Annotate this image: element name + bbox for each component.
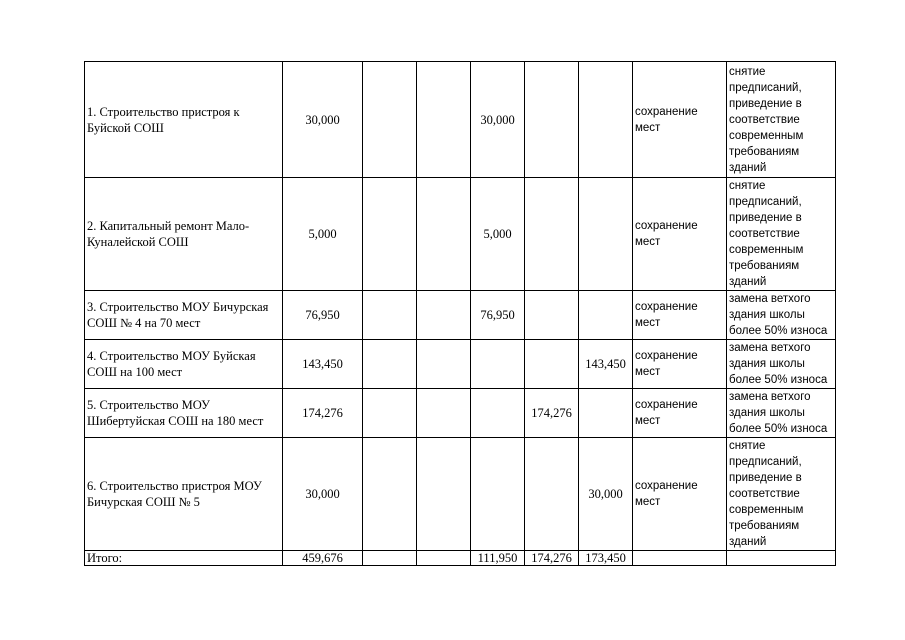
table-row xyxy=(85,438,836,551)
totals-col-2 xyxy=(363,551,417,566)
totals-col-6: 173,450 xyxy=(579,551,633,566)
cost-col-3 xyxy=(417,389,471,438)
cost-col-4: 5,000 xyxy=(471,178,525,291)
cost-col-2 xyxy=(363,62,417,178)
cost-col-4 xyxy=(471,340,525,389)
table-row xyxy=(85,178,836,291)
cost-col-2 xyxy=(363,340,417,389)
total-cost: 30,000 xyxy=(283,438,363,551)
cost-col-4 xyxy=(471,389,525,438)
cost-col-5: 174,276 xyxy=(525,389,579,438)
cost-col-3 xyxy=(417,438,471,551)
cost-col-5 xyxy=(525,178,579,291)
total-cost: 5,000 xyxy=(283,178,363,291)
cost-col-2 xyxy=(363,178,417,291)
cost-col-6: 30,000 xyxy=(579,438,633,551)
cost-col-2 xyxy=(363,291,417,340)
cost-col-3 xyxy=(417,291,471,340)
note-cell: замена ветхого здания школы более 50% износа xyxy=(727,291,836,340)
result-cell: сохранение мест xyxy=(633,291,727,340)
table-row xyxy=(85,62,836,178)
table-row xyxy=(85,389,836,438)
cost-col-4: 30,000 xyxy=(471,62,525,178)
object-name: 6. Строительство пристроя МОУ Бичурская СОШ № 5 xyxy=(85,438,283,551)
note-cell: снятие предписаний, приведение в соответствие современным требованиям зданий xyxy=(727,62,836,178)
total-cost: 143,450 xyxy=(283,340,363,389)
totals-label: Итого: xyxy=(85,551,283,566)
cost-col-3 xyxy=(417,340,471,389)
cost-col-6 xyxy=(579,62,633,178)
cost-col-6: 143,450 xyxy=(579,340,633,389)
result-cell: сохранение мест xyxy=(633,438,727,551)
cost-col-5 xyxy=(525,62,579,178)
cost-col-5 xyxy=(525,438,579,551)
object-name: 2. Капитальный ремонт Мало-Куналейской СОШ xyxy=(85,178,283,291)
totals-col-3 xyxy=(417,551,471,566)
total-cost: 174,276 xyxy=(283,389,363,438)
cost-col-5 xyxy=(525,291,579,340)
result-cell: сохранение мест xyxy=(633,340,727,389)
cost-col-5 xyxy=(525,340,579,389)
totals-result xyxy=(633,551,727,566)
result-cell: сохранение мест xyxy=(633,389,727,438)
total-cost: 76,950 xyxy=(283,291,363,340)
note-cell: снятие предписаний, приведение в соответствие современным требованиям зданий xyxy=(727,178,836,291)
cost-col-3 xyxy=(417,178,471,291)
object-name: 5. Строительство МОУ Шибертуйская СОШ на 180 мест xyxy=(85,389,283,438)
object-name: 4. Строительство МОУ Буйская СОШ на 100 мест xyxy=(85,340,283,389)
cost-col-6 xyxy=(579,389,633,438)
cost-col-6 xyxy=(579,178,633,291)
note-cell: снятие предписаний, приведение в соответствие современным требованиям зданий xyxy=(727,438,836,551)
cost-col-4: 76,950 xyxy=(471,291,525,340)
totals-row xyxy=(85,551,836,566)
note-cell: замена ветхого здания школы более 50% износа xyxy=(727,340,836,389)
object-name: 3. Строительство МОУ Бичурская СОШ № 4 на 70 мест xyxy=(85,291,283,340)
cost-col-6 xyxy=(579,291,633,340)
cost-col-4 xyxy=(471,438,525,551)
cost-col-3 xyxy=(417,62,471,178)
cost-col-2 xyxy=(363,438,417,551)
table-row xyxy=(85,291,836,340)
object-name: 1. Строительство пристроя к Буйской СОШ xyxy=(85,62,283,178)
program-table xyxy=(84,61,836,566)
result-cell: сохранение мест xyxy=(633,62,727,178)
totals-col-4: 111,950 xyxy=(471,551,525,566)
totals-note xyxy=(727,551,836,566)
cost-col-2 xyxy=(363,389,417,438)
total-cost: 30,000 xyxy=(283,62,363,178)
table-row xyxy=(85,340,836,389)
totals-total: 459,676 xyxy=(283,551,363,566)
result-cell: сохранение мест xyxy=(633,178,727,291)
note-cell: замена ветхого здания школы более 50% износа xyxy=(727,389,836,438)
totals-col-5: 174,276 xyxy=(525,551,579,566)
